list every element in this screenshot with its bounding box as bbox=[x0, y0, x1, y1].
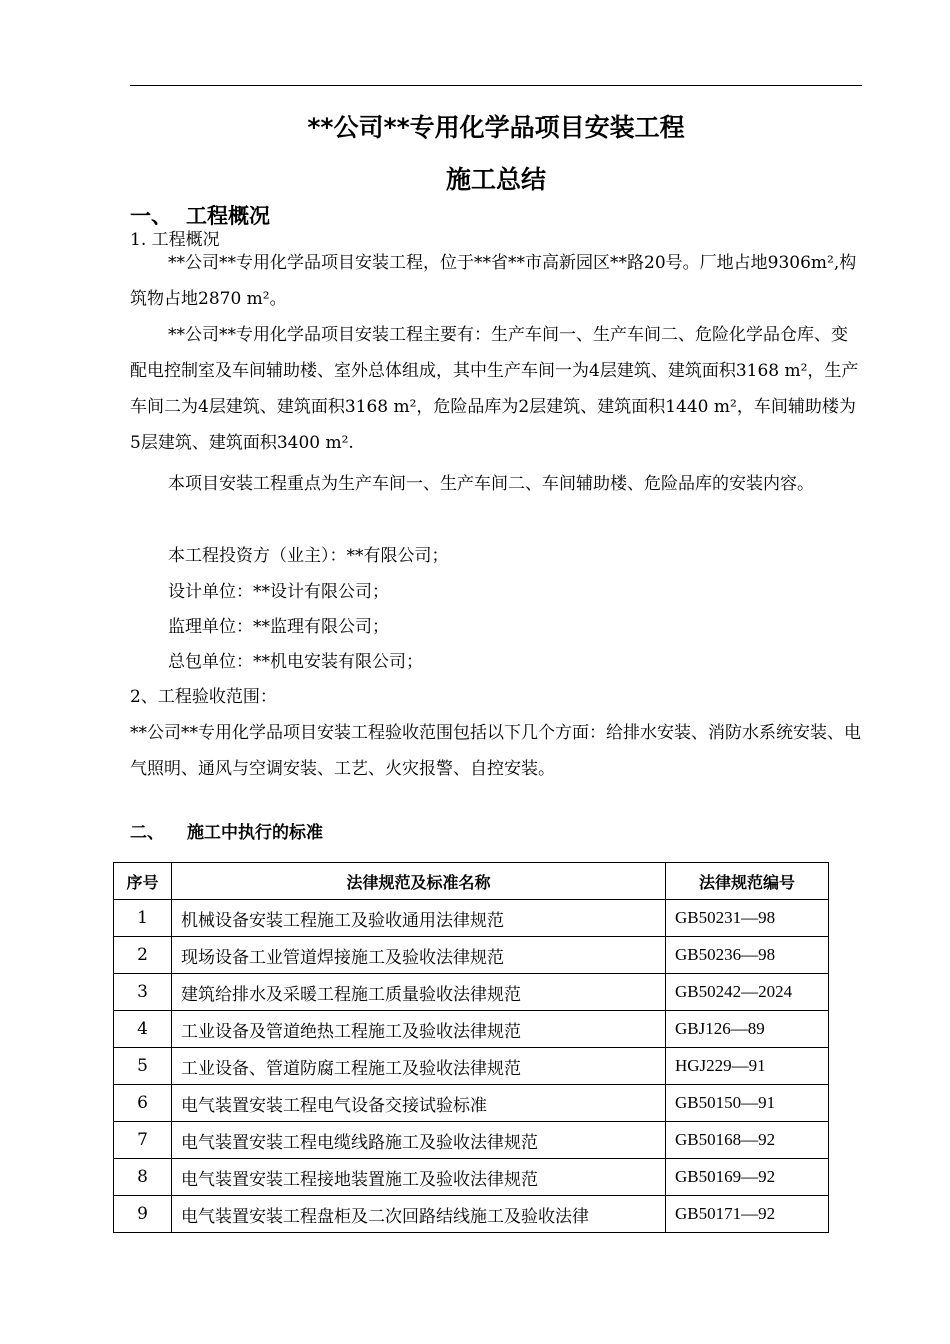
row-code: GB50236—98 bbox=[666, 937, 829, 974]
section-title: 施工中执行的标准 bbox=[187, 823, 323, 843]
row-name: 工业设备、管道防腐工程施工及验收法律规范 bbox=[172, 1048, 666, 1085]
row-code: GB50242—2024 bbox=[666, 974, 829, 1011]
section-title: 工程概况 bbox=[186, 204, 270, 228]
row-code: GBJ126—89 bbox=[666, 1011, 829, 1048]
section-number: 二、 bbox=[130, 823, 164, 843]
row-name: 现场设备工业管道焊接施工及验收法律规范 bbox=[172, 937, 666, 974]
document-title: **公司**专用化学品项目安装工程 bbox=[307, 113, 685, 142]
standards-table bbox=[113, 862, 829, 1233]
row-code: GB50168—92 bbox=[666, 1122, 829, 1159]
supervisor-line: 监理单位：**监理有限公司； bbox=[168, 617, 389, 637]
row-code: HGJ229—91 bbox=[666, 1048, 829, 1085]
table-row bbox=[114, 1048, 829, 1085]
paragraph-buildings: **公司**专用化学品项目安装工程主要有：生产车间一、生产车间二、危险化学品仓库、变配电控制室及车间辅助楼、室外总体组成，其中生产车间一为4层建筑、建筑面积3168 m²，生产车间二为4层建筑、建筑面积3168 m²，危险品库为2层建筑、建筑面积1440 m²，车间辅助楼为5层建筑、建筑面积3400 m². bbox=[130, 325, 859, 453]
row-code: GB50231—98 bbox=[666, 900, 829, 937]
table-row bbox=[114, 1011, 829, 1048]
row-no: 8 bbox=[114, 1159, 172, 1196]
table-row bbox=[114, 974, 829, 1011]
row-name: 机械设备安装工程施工及验收通用法律规范 bbox=[172, 900, 666, 937]
row-no: 1 bbox=[114, 900, 172, 937]
row-name: 电气装置安装工程盘柜及二次回路结线施工及验收法律 bbox=[172, 1196, 666, 1233]
table-header-row bbox=[114, 863, 829, 900]
designer-line: 设计单位：**设计有限公司； bbox=[168, 582, 389, 602]
section-number: 一、 bbox=[130, 204, 172, 228]
table-row bbox=[114, 900, 829, 937]
row-no: 7 bbox=[114, 1122, 172, 1159]
row-no: 2 bbox=[114, 937, 172, 974]
document-subtitle: 施工总结 bbox=[445, 165, 546, 194]
header-rule bbox=[130, 85, 862, 86]
paragraph-focus: 本项目安装工程重点为生产车间一、生产车间二、车间辅助楼、危险品库的安装内容。 bbox=[168, 474, 814, 494]
row-no: 9 bbox=[114, 1196, 172, 1233]
row-code: GB50169—92 bbox=[666, 1159, 829, 1196]
table-row bbox=[114, 937, 829, 974]
row-name: 工业设备及管道绝热工程施工及验收法律规范 bbox=[172, 1011, 666, 1048]
row-no: 4 bbox=[114, 1011, 172, 1048]
owner-line: 本工程投资方（业主）：**有限公司； bbox=[168, 546, 449, 566]
section-heading-standards bbox=[130, 818, 323, 843]
row-no: 3 bbox=[114, 974, 172, 1011]
table-row bbox=[114, 1159, 829, 1196]
header-code: 法律规范编号 bbox=[666, 863, 829, 900]
header-no: 序号 bbox=[114, 863, 172, 900]
subheading-overview: 1. 工程概况 bbox=[130, 230, 220, 250]
header-name: 法律规范及标准名称 bbox=[172, 863, 666, 900]
row-code: GB50171—92 bbox=[666, 1196, 829, 1233]
table-row bbox=[114, 1196, 829, 1233]
paragraph-location: **公司**专用化学品项目安装工程，位于**省**市高新园区**路20号。厂地占地9306m²,构筑物占地2870 m²。 bbox=[130, 253, 857, 309]
row-no: 6 bbox=[114, 1085, 172, 1122]
table-row bbox=[114, 1122, 829, 1159]
table-row bbox=[114, 1085, 829, 1122]
row-name: 电气装置安装工程电气设备交接试验标准 bbox=[172, 1085, 666, 1122]
row-no: 5 bbox=[114, 1048, 172, 1085]
row-name: 电气装置安装工程电缆线路施工及验收法律规范 bbox=[172, 1122, 666, 1159]
paragraph-scope: **公司**专用化学品项目安装工程验收范围包括以下几个方面：给排水安装、消防水系统安装、电气照明、通风与空调安装、工艺、火灾报警、自控安装。 bbox=[130, 723, 861, 779]
row-name: 电气装置安装工程接地装置施工及验收法律规范 bbox=[172, 1159, 666, 1196]
row-code: GB50150—91 bbox=[666, 1085, 829, 1122]
row-name: 建筑给排水及采暖工程施工质量验收法律规范 bbox=[172, 974, 666, 1011]
subheading-scope: 2、工程验收范围： bbox=[130, 687, 277, 707]
contractor-line: 总包单位：**机电安装有限公司； bbox=[168, 652, 423, 672]
